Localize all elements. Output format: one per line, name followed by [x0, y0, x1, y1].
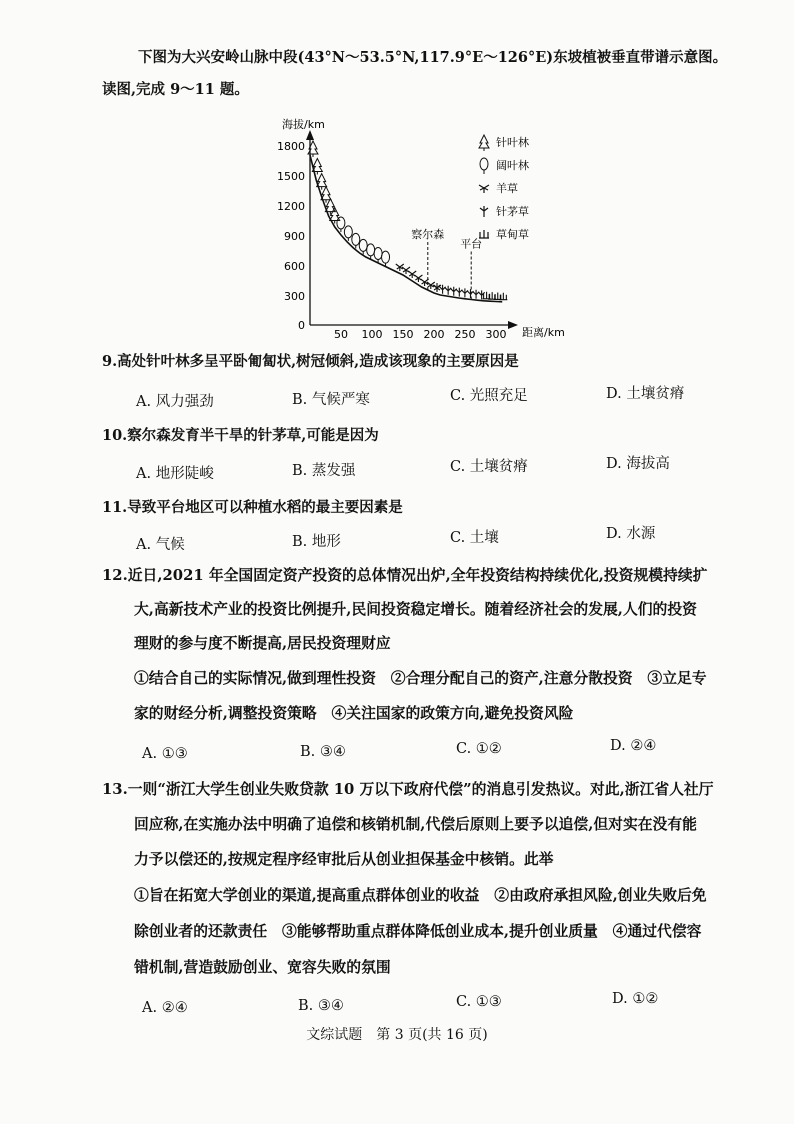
vegetation-mark-草甸草 [499, 293, 507, 300]
legend [479, 135, 529, 241]
vegetation-mark-羊草 [402, 267, 410, 274]
vegetation-mark-针茅草 [445, 286, 451, 295]
legend-label: 阔叶林 [496, 159, 529, 172]
x-tick: 150 [392, 328, 414, 340]
legend-label: 羊草 [496, 182, 518, 195]
legend-item-leymus [479, 181, 518, 195]
vegetation-mark-针茅草 [462, 288, 468, 297]
y-tick: 600 [284, 260, 305, 273]
y-tick: 1800 [277, 140, 305, 153]
x-tick: 250 [454, 328, 476, 340]
pingtai-label: 平台 [460, 237, 483, 251]
q10-option-b[interactable]: B. 蒸发强 [292, 463, 356, 479]
question-10-stem: 10.察尔森发育半干旱的针茅草,可能是因为 [102, 427, 379, 444]
page-footer: 文综试题 第 3 页(共 16 页) [306, 1027, 488, 1043]
x-tick: 100 [361, 328, 383, 340]
legend-label: 草甸草 [496, 228, 529, 241]
question-12-stem-line: 大,高新技术产业的投资比例提升,民间投资稳定增长。随着经济社会的发展,人们的投资 [134, 601, 697, 618]
y-tick: 1200 [277, 200, 305, 213]
intro-line-1: 下图为大兴安岭山脉中段(43°N～53.5°N,117.9°E～126°E)东坡植被垂直带谱示意图。 [138, 49, 728, 66]
x-tick: 200 [423, 328, 445, 340]
vegetation-mark-羊草 [414, 275, 422, 282]
legend-item-stipa [480, 204, 529, 218]
y-tick: 1500 [277, 170, 305, 183]
legend-label: 针茅草 [496, 205, 529, 218]
q12-option-c[interactable]: C. ①② [456, 741, 502, 757]
conifer-icon [479, 135, 489, 151]
q12-option-b[interactable]: B. ③④ [300, 744, 346, 760]
vegetation-symbols [308, 141, 507, 300]
legend-item-broadleaf [480, 158, 529, 174]
question-12-stem-line: 理财的参与度不断提高,居民投资理财应 [134, 635, 391, 652]
q13-option-c[interactable]: C. ①③ [456, 994, 502, 1010]
y-axis-arrow [306, 130, 314, 140]
x-axis-arrow [508, 321, 518, 329]
question-13-stem-line: ①旨在拓宽大学创业的渠道,提高重点群体创业的收益 ②由政府承担风险,创业失败后免 [134, 887, 707, 904]
legend-item-meadow [479, 227, 529, 241]
q9-option-d[interactable]: D. 土壤贫瘠 [606, 386, 685, 402]
vegetation-mark-针茅草 [473, 290, 479, 299]
x-tick: 50 [334, 328, 348, 340]
vegetation-mark-针茅草 [467, 289, 473, 298]
leymus-icon [479, 185, 489, 193]
q13-option-d[interactable]: D. ①② [612, 991, 659, 1007]
q12-option-d[interactable]: D. ②④ [610, 738, 657, 754]
q9-option-c[interactable]: C. 光照充足 [450, 388, 528, 404]
vegetation-mark-针茅草 [440, 285, 446, 294]
vegetation-mark-阔叶林 [382, 251, 390, 266]
intro-line-2: 读图,完成 9～11 题。 [102, 81, 249, 98]
vegetation-mark-阔叶林 [367, 244, 375, 259]
q12-option-a[interactable]: A. ①③ [142, 746, 188, 762]
legend-label: 针叶林 [496, 136, 529, 149]
question-13-stem-line: 错机制,营造鼓励创业、宽容失败的氛围 [134, 959, 391, 976]
y-tick: 0 [298, 319, 305, 332]
vegetation-mark-羊草 [408, 271, 416, 278]
vegetation-mark-针茅草 [451, 287, 457, 296]
x-ticks [334, 328, 507, 340]
x-axis-label: 距离/km [522, 326, 565, 339]
vegetation-mark-针茅草 [456, 288, 462, 297]
vegetation-profile-figure [0, 110, 794, 340]
meadow-grass-icon [479, 230, 489, 238]
chaersen-label: 察尔森 [411, 228, 445, 241]
q10-option-d[interactable]: D. 海拔高 [606, 456, 670, 472]
q11-option-a[interactable]: A. 气候 [136, 537, 185, 553]
vegetation-mark-阔叶林 [374, 248, 382, 263]
q9-option-b[interactable]: B. 气候严寒 [292, 392, 370, 408]
broadleaf-icon [480, 158, 488, 174]
x-tick: 300 [485, 328, 507, 340]
q13-option-b[interactable]: B. ③④ [298, 998, 344, 1014]
y-axis-label: 海拔/km [282, 118, 325, 131]
question-12-stem-line: ①结合自己的实际情况,做到理性投资 ②合理分配自己的资产,注意分散投资 ③立足专 [134, 670, 707, 687]
vegetation-mark-阔叶林 [344, 226, 352, 241]
q10-option-c[interactable]: C. 土壤贫瘠 [450, 459, 528, 475]
question-9-stem: 9.高处针叶林多呈平卧匍匐状,树冠倾斜,造成该现象的主要原因是 [102, 353, 519, 370]
vegetation-mark-阔叶林 [352, 233, 360, 248]
question-13-stem-line: 13.一则“浙江大学生创业失败贷款 10 万以下政府代偿”的消息引发热议。对此,浙江省人社厅 [102, 781, 714, 798]
stipa-icon [480, 206, 488, 217]
question-13-stem-line: 回应称,在实施办法中明确了追偿和核销机制,代偿后原则上要予以追偿,但对实在没有能 [134, 816, 697, 833]
y-tick: 300 [284, 290, 305, 303]
legend-item-conifer [479, 135, 529, 151]
q11-option-d[interactable]: D. 水源 [606, 526, 656, 542]
question-11-stem: 11.导致平台地区可以种植水稻的最主要因素是 [102, 499, 403, 516]
y-ticks [277, 140, 305, 332]
vegetation-mark-阔叶林 [337, 217, 345, 232]
question-13-stem-line: 除创业者的还款责任 ③能够帮助重点群体降低创业成本,提升创业质量 ④通过代偿容 [134, 923, 702, 940]
q11-option-c[interactable]: C. 土壤 [450, 530, 499, 546]
q11-option-b[interactable]: B. 地形 [292, 534, 341, 550]
q9-option-a[interactable]: A. 风力强劲 [136, 394, 214, 410]
question-13-stem-line: 力予以偿还的,按规定程序经审批后从创业担保基金中核销。此举 [134, 851, 554, 868]
question-12-stem-line: 12.近日,2021 年全国固定资产投资的总体情况出炉,全年投资结构持续优化,投资规模持续扩 [102, 567, 708, 584]
y-tick: 900 [284, 230, 305, 243]
q13-option-a[interactable]: A. ②④ [142, 1000, 188, 1016]
question-12-stem-line: 家的财经分析,调整投资策略 ④关注国家的政策方向,避免投资风险 [134, 705, 574, 722]
vegetation-mark-阔叶林 [359, 239, 367, 254]
vegetation-mark-针茅草 [434, 283, 440, 292]
q10-option-a[interactable]: A. 地形陡峻 [136, 466, 214, 482]
